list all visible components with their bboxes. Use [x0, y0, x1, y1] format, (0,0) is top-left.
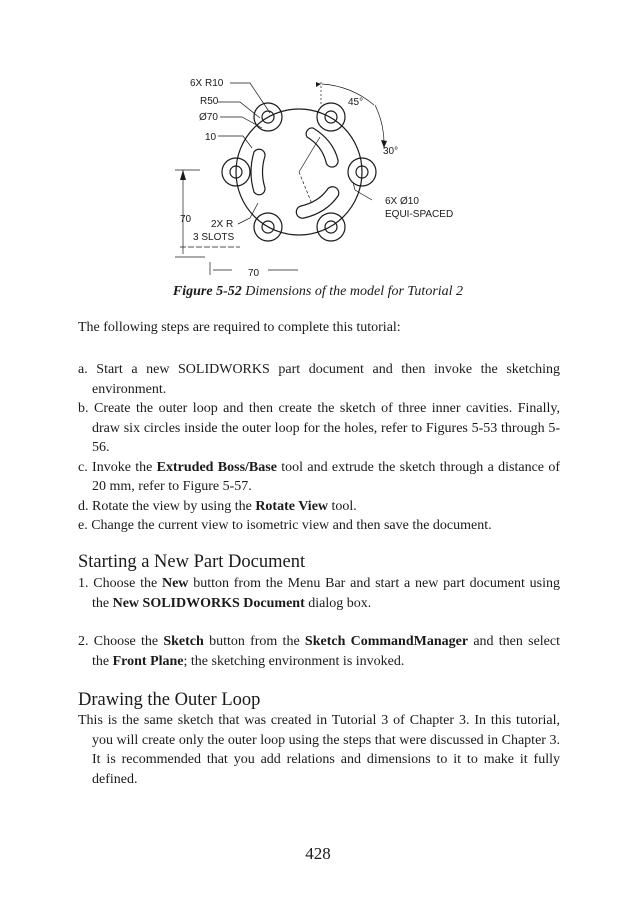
hole	[325, 111, 337, 123]
slot	[251, 149, 265, 195]
label-45-deg: 45°	[348, 97, 364, 108]
label-d70: Ø70	[199, 112, 218, 123]
label-10: 10	[205, 132, 217, 143]
figure-title: Dimensions of the model for Tutorial 2	[241, 284, 464, 299]
text-run: button from the Menu Bar and start a new part document using the	[92, 576, 560, 611]
text-run: dialog box.	[304, 595, 372, 611]
step-d-end: tool.	[328, 498, 357, 514]
new-term: New	[161, 576, 189, 591]
intro-text: The following steps are required to complete this tutorial:	[78, 320, 401, 335]
front-plane-term: Front Plane	[112, 653, 184, 669]
section2-paragraph	[78, 711, 560, 789]
label-6x-r10: 6X R10	[190, 78, 224, 89]
page-number: 428	[305, 844, 331, 863]
lobe	[317, 213, 345, 241]
step-c	[78, 458, 560, 497]
lobe	[317, 103, 345, 131]
label-2x-r: 2X R	[211, 219, 234, 230]
intro-paragraph	[78, 318, 560, 338]
extruded-boss-base-term: Extruded Boss/Base	[156, 459, 277, 475]
section1-paragraph-2	[78, 632, 560, 671]
text-run: ; the sketching environment is invoked.	[183, 653, 405, 669]
figure-number: Figure 5-52	[172, 284, 242, 299]
label-r50: R50	[200, 96, 219, 107]
section1-paragraph-1	[78, 574, 560, 613]
step-a: a. Start a new SOLIDWORKS part document and then invoke the sketching environment.	[78, 362, 560, 397]
step-c-end: tool and extrude the sketch through a distance of 20 mm, refer to Figure 5-57.	[92, 459, 560, 494]
steps-list	[78, 360, 560, 536]
technical-drawing	[150, 68, 480, 283]
step-e: e. Change the current view to isometric view and then save the document.	[78, 518, 492, 533]
text-run: button from the	[203, 634, 305, 649]
text-run: 2. Choose the	[78, 634, 164, 649]
step-d	[78, 497, 560, 517]
slot	[306, 128, 338, 167]
figure-caption	[0, 284, 636, 300]
step-b: b. Create the outer loop and then create the sketch of three inner cavities. Finally, draw six circles inside the outer loop for the holes, refer to Figures 5-53 through 5-56.	[78, 401, 560, 455]
rotate-view-term: Rotate View	[255, 498, 329, 514]
label-30-deg: 30°	[383, 146, 399, 157]
section-heading-outer-loop: Drawing the Outer Loop	[78, 690, 261, 710]
section-heading-new-part: Starting a New Part Document	[78, 552, 306, 572]
dimension-vertical-70: 70	[180, 214, 192, 225]
dimension-horizontal-70: 70	[248, 268, 260, 279]
text-run: and then select the	[92, 634, 560, 669]
hole	[325, 221, 337, 233]
new-document-dialog-term: New SOLIDWORKS Document	[112, 595, 305, 611]
label-3-slots: 3 SLOTS	[193, 232, 235, 243]
text-run: 1. Choose the	[78, 576, 162, 591]
outer-loop-text: This is the same sketch that was created in Tutorial 3 of Chapter 3. In this tutorial, you will create only the outer loop using the steps that were discussed in Chapter 3. It is recommended that you add relations and dimensions to it to make it fully defined.	[78, 713, 560, 787]
sketch-term: Sketch	[163, 634, 204, 649]
label-6x-d10: 6X Ø10	[385, 196, 419, 207]
sketch-commandmanager-term: Sketch CommandManager	[304, 634, 469, 649]
choose-new-step	[78, 574, 560, 613]
label-equi-spaced: EQUI-SPACED	[385, 209, 454, 220]
choose-sketch-step	[78, 632, 560, 671]
step-c-start: c. Invoke the	[78, 459, 157, 475]
step-d-start: d. Rotate the view by using the	[78, 498, 256, 514]
